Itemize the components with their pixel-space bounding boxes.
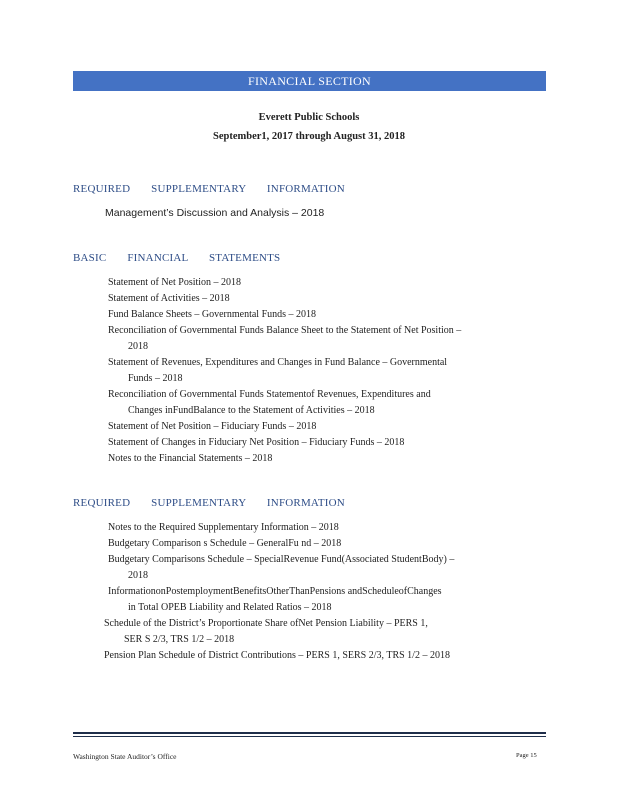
list-item bbox=[108, 451, 520, 467]
list-item-line: Budgetary Comparison s Schedule – GeneralFu nd – 2018 bbox=[108, 538, 342, 549]
footer-page-number: Page 15 bbox=[516, 752, 537, 759]
list-item-continuation: in Total OPEB Liability and Related Ratios – 2018 bbox=[128, 602, 332, 613]
list-item bbox=[108, 435, 520, 451]
list-item bbox=[108, 419, 520, 435]
list-item bbox=[108, 291, 520, 307]
mda-item: Management’s Discussion and Analysis – 2018 bbox=[105, 207, 325, 219]
list-item bbox=[108, 387, 520, 419]
list-item-line: Statement of Activities – 2018 bbox=[108, 293, 230, 304]
list-item-line: InformationonPostemploymentBenefitsOtherThanPensions andScheduleofChanges bbox=[108, 586, 442, 597]
list-item bbox=[108, 355, 520, 387]
entity-name: Everett Public Schools bbox=[258, 112, 360, 123]
rsi-list-a bbox=[108, 520, 520, 616]
list-item-line: Statement of Net Position – 2018 bbox=[108, 277, 242, 288]
report-period: September1, 2017 through August 31, 2018 bbox=[212, 131, 406, 142]
footer-office: Washington State Auditor’s Office bbox=[73, 752, 177, 761]
list-item bbox=[108, 323, 520, 355]
list-item bbox=[108, 536, 520, 552]
list-item bbox=[104, 616, 522, 648]
rsi-heading: REQUIRED SUPPLEMENTARY INFORMATION bbox=[73, 497, 345, 509]
list-item bbox=[108, 307, 520, 323]
list-item bbox=[108, 275, 520, 291]
list-item-line: Notes to the Financial Statements – 2018 bbox=[108, 453, 273, 464]
list-item-line: Schedule of the District’s Proportionate Share ofNet Pension Liability – PERS 1, bbox=[104, 618, 428, 629]
list-item-continuation: 2018 bbox=[128, 341, 148, 352]
list-item bbox=[104, 648, 522, 664]
footer-rule-thick bbox=[73, 732, 546, 734]
basic-statements-list bbox=[108, 275, 520, 467]
list-item-continuation: 2018 bbox=[128, 570, 148, 581]
list-item bbox=[108, 520, 520, 536]
footer-rule-thin bbox=[73, 736, 546, 737]
list-item-continuation: Funds – 2018 bbox=[128, 373, 183, 384]
list-item-continuation: Changes inFundBalance to the Statement of Activities – 2018 bbox=[128, 405, 375, 416]
list-item-line: Notes to the Required Supplementary Information – 2018 bbox=[108, 522, 339, 533]
list-item-line: Statement of Changes in Fiduciary Net Position – Fiduciary Funds – 2018 bbox=[108, 437, 405, 448]
rsi-list-b bbox=[104, 616, 522, 664]
section-banner: FINANCIAL SECTION bbox=[73, 71, 546, 91]
list-item-line: Fund Balance Sheets – Governmental Funds – 2018 bbox=[108, 309, 317, 320]
basic-statements-heading: BASIC FINANCIAL STATEMENTS bbox=[73, 252, 281, 264]
list-item bbox=[108, 584, 520, 616]
list-item-line: Reconciliation of Governmental Funds Balance Sheet to the Statement of Net Position – bbox=[108, 325, 462, 336]
list-item-line: Statement of Net Position – Fiduciary Funds – 2018 bbox=[108, 421, 317, 432]
list-item-line: Budgetary Comparisons Schedule – SpecialRevenue Fund(Associated StudentBody) – bbox=[108, 554, 455, 565]
rsi-heading-top: REQUIRED SUPPLEMENTARY INFORMATION bbox=[73, 183, 345, 195]
list-item-line: Reconciliation of Governmental Funds Statementof Revenues, Expenditures and bbox=[108, 389, 431, 400]
list-item-line: Statement of Revenues, Expenditures and Changes in Fund Balance – Governmental bbox=[108, 357, 448, 368]
list-item-line: Pension Plan Schedule of District Contributions – PERS 1, SERS 2/3, TRS 1/2 – 2018 bbox=[104, 650, 450, 661]
list-item bbox=[108, 552, 520, 584]
list-item-continuation: SER S 2/3, TRS 1/2 – 2018 bbox=[124, 634, 235, 645]
